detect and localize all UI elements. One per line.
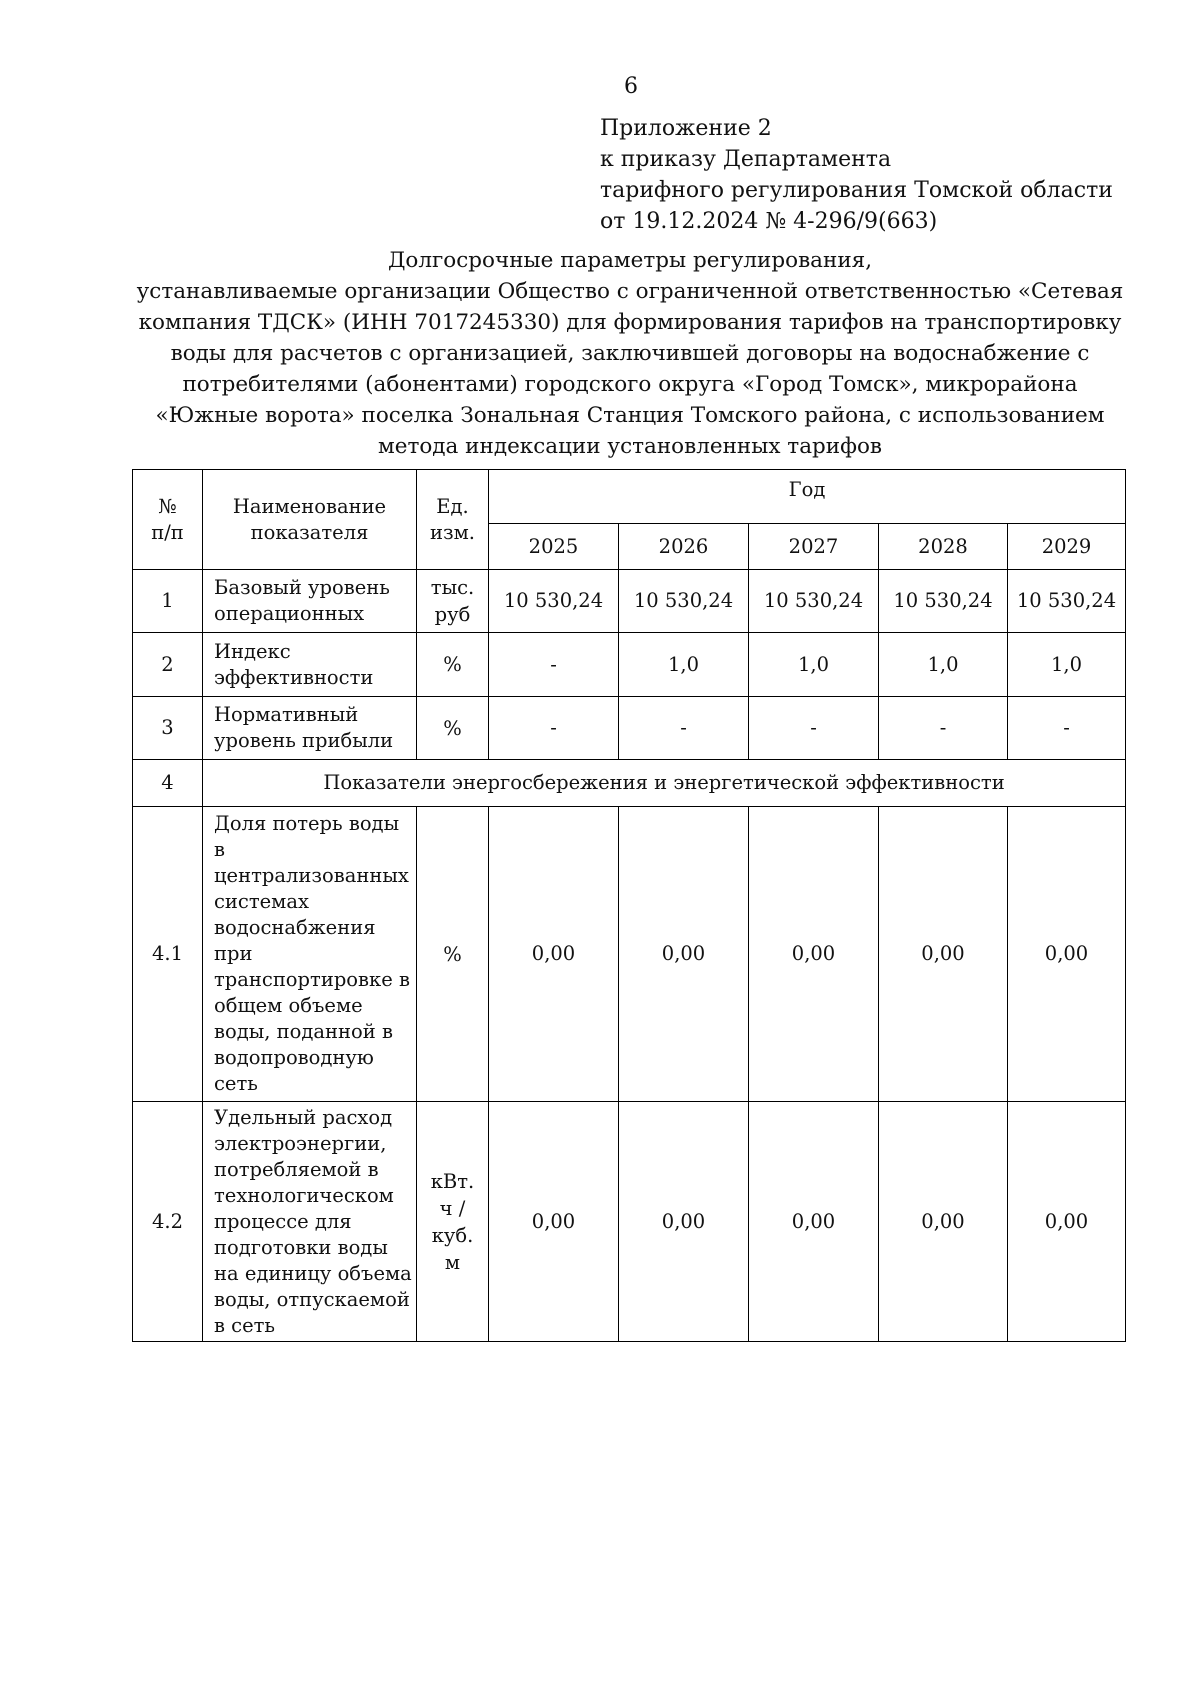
row-num: 4.1	[133, 807, 203, 1102]
row-name-line: потребляемой в	[214, 1157, 379, 1181]
row-num: 4.2	[133, 1102, 203, 1342]
row-name-line: при	[214, 942, 253, 965]
page-number: 6	[624, 74, 638, 99]
row-value: 1,0	[749, 633, 879, 697]
row-value: 0,00	[879, 807, 1008, 1102]
table-row	[133, 570, 1126, 633]
title-line: компания ТДСК» (ИНН 7017245330) для формирования тарифов на транспортировку	[138, 310, 1122, 335]
row-unit: %	[417, 633, 489, 697]
row-value: 0,00	[489, 1102, 619, 1342]
title-line: «Южные ворота» поселка Зональная Станция Томского района, с использованием	[155, 403, 1105, 428]
appendix-block	[600, 113, 1113, 237]
row-name-line: централизованных	[214, 864, 409, 887]
header-year: 2026	[619, 524, 749, 570]
row-value: 0,00	[1008, 807, 1126, 1102]
row-value: -	[879, 697, 1008, 760]
row-value: 0,00	[749, 1102, 879, 1342]
row-unit-line: тыс.	[430, 576, 475, 599]
row-value: -	[1008, 697, 1126, 760]
row-value: 0,00	[1008, 1102, 1126, 1342]
row-name	[203, 570, 417, 633]
row-name-line: воды, отпускаемой	[214, 1287, 410, 1311]
row-unit: %	[417, 697, 489, 760]
section-title: Показатели энергосбережения и энергетической эффективности	[203, 760, 1126, 807]
header-name	[203, 470, 417, 570]
row-name-line: водоснабжения	[214, 916, 376, 939]
header-num-line: №	[158, 494, 177, 518]
row-name-line: Нормативный	[214, 703, 359, 726]
row-name-line: технологическом	[214, 1183, 394, 1207]
row-name-line: Удельный расход	[214, 1105, 393, 1129]
row-name	[203, 807, 417, 1102]
row-value: 0,00	[489, 807, 619, 1102]
header-name-line: Наименование	[232, 494, 387, 518]
row-name-line: в сеть	[214, 1313, 276, 1337]
row-value: 1,0	[1008, 633, 1126, 697]
title-line: воды для расчетов с организацией, заключившей договоры на водоснабжение с	[170, 341, 1090, 366]
section-num: 4	[133, 760, 203, 807]
row-name	[203, 633, 417, 697]
row-value: 0,00	[749, 807, 879, 1102]
row-unit-line: руб	[434, 603, 471, 626]
row-value: 10 530,24	[879, 570, 1008, 633]
header-year-group: Год	[489, 470, 1126, 524]
row-unit-line: куб.	[431, 1223, 474, 1247]
row-name-line: операционных	[214, 602, 365, 625]
title-line: метода индексации установленных тарифов	[378, 434, 882, 459]
row-name-line: сеть	[214, 1072, 258, 1095]
row-name-line: Индекс	[214, 639, 291, 663]
header-num	[133, 470, 203, 570]
table-header-row	[133, 470, 1126, 524]
header-year: 2028	[879, 524, 1008, 570]
row-name-line: Доля потерь воды	[214, 812, 400, 835]
row-name-line: электроэнергии,	[214, 1131, 387, 1155]
row-value: 0,00	[879, 1102, 1008, 1342]
row-unit: %	[417, 807, 489, 1102]
header-unit	[417, 470, 489, 570]
appendix-line: тарифного регулирования Томской области	[600, 178, 1113, 203]
row-value: 10 530,24	[1008, 570, 1126, 633]
row-value: -	[489, 697, 619, 760]
header-year: 2029	[1008, 524, 1126, 570]
row-name	[203, 697, 417, 760]
row-unit-line: кВт.	[430, 1169, 475, 1193]
row-unit	[417, 1102, 489, 1342]
row-value: 10 530,24	[619, 570, 749, 633]
row-unit-line: ч /	[439, 1196, 466, 1220]
row-value: -	[749, 697, 879, 760]
header-year: 2025	[489, 524, 619, 570]
row-name-line: системах	[214, 890, 309, 913]
row-name-line: подготовки воды	[214, 1235, 388, 1259]
document-title	[100, 245, 1160, 462]
table-row	[133, 1102, 1126, 1342]
header-year: 2027	[749, 524, 879, 570]
row-value: 1,0	[879, 633, 1008, 697]
row-value: -	[489, 633, 619, 697]
title-line: потребителями (абонентами) городского округа «Город Томск», микрорайона	[182, 372, 1078, 397]
row-name-line: на единицу объема	[214, 1261, 412, 1285]
row-name-line: уровень прибыли	[214, 729, 394, 752]
row-value: -	[619, 697, 749, 760]
row-value: 10 530,24	[489, 570, 619, 633]
header-name-line: показателя	[250, 520, 369, 544]
header-unit-line: изм.	[430, 520, 475, 544]
header-num-line: п/п	[151, 520, 184, 544]
appendix-line: Приложение 2	[600, 116, 772, 141]
row-unit	[417, 570, 489, 633]
table-row	[133, 807, 1126, 1102]
row-name-line: водопроводную	[214, 1046, 374, 1069]
row-num: 2	[133, 633, 203, 697]
row-value: 0,00	[619, 807, 749, 1102]
row-value: 10 530,24	[749, 570, 879, 633]
parameters-table	[132, 469, 1126, 1342]
row-unit-line: м	[444, 1250, 461, 1274]
appendix-line: к приказу Департамента	[600, 147, 892, 172]
row-name-line: транспортировке в	[214, 968, 410, 991]
row-name-line: в	[214, 838, 225, 861]
row-name-line: процессе для	[214, 1209, 352, 1233]
row-num: 1	[133, 570, 203, 633]
title-line: устанавливаемые организации Общество с ограниченной ответственностью «Сетевая	[136, 279, 1124, 304]
table-row	[133, 633, 1126, 697]
row-name-line: общем объеме	[214, 994, 363, 1017]
row-name	[203, 1102, 417, 1342]
row-value: 0,00	[619, 1102, 749, 1342]
row-name-line: воды, поданной в	[214, 1020, 393, 1043]
row-name-line: Базовый уровень	[214, 576, 390, 599]
table-row	[133, 697, 1126, 760]
row-num: 3	[133, 697, 203, 760]
header-unit-line: Ед.	[436, 494, 469, 518]
appendix-line: от 19.12.2024 № 4-296/9(663)	[600, 209, 938, 234]
row-name-line: эффективности	[214, 665, 374, 689]
table-section-row	[133, 760, 1126, 807]
row-value: 1,0	[619, 633, 749, 697]
title-line: Долгосрочные параметры регулирования,	[387, 248, 873, 273]
